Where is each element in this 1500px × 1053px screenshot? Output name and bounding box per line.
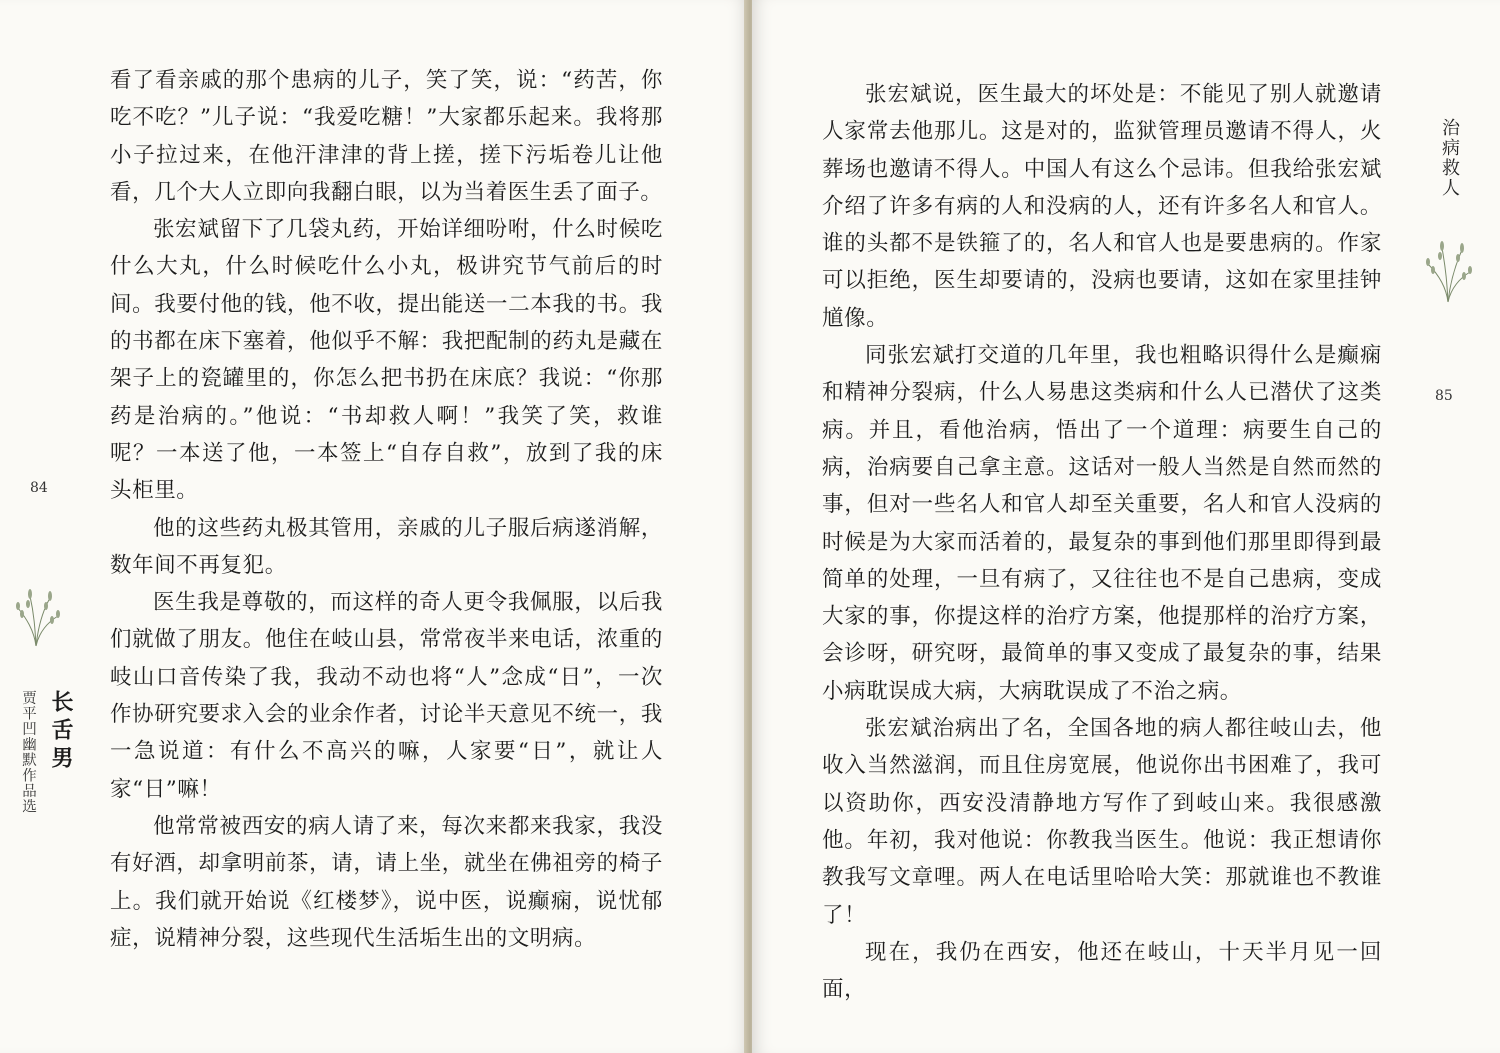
chapter-title: 治病救人: [1439, 118, 1460, 198]
book-title: 长舌男: [48, 690, 74, 774]
left-paragraph-4: 医生我是尊敬的，而这样的奇人更令我佩服，以后我们就做了朋友。他住在岐山县，常常夜半来电话，浓重的岐山口音传染了我，我动不动也将“人”念成“日”，一次作协研究要求入会的业余作者，讨论半天意见不统一，我一急说道：有什么不高兴的嘛，人家要“日”，就让人家“日”嘛！: [110, 590, 663, 802]
right-paragraph-3: 张宏斌治病出了名，全国各地的病人都往岐山去，他收入当然滋润，而且住房宽展，他说你出书困难了，我可以资助你，西安没清静地方写作了到岐山来。我很感激他。年初，我对他说：你教我当医生。他说：我正想请你教我写文章哩。两人在电话里哈哈大笑：那就谁也不教谁了！: [822, 716, 1382, 928]
wheat-sprig-icon: [1420, 232, 1476, 304]
left-page-number: 84: [30, 480, 48, 496]
left-body-text: [110, 62, 663, 957]
left-paragraph-3: 他的这些药丸极其管用，亲戚的儿子服后病遂消解，数年间不再复犯。: [110, 515, 663, 578]
right-paragraph-1: 张宏斌说，医生最大的坏处是：不能见了别人就邀请人家常去他那儿。这是对的，监狱管理员邀请不得人，火葬场也邀请不得人。中国人有这么个忌讳。但我给张宏斌介绍了许多有病的人和没病的人，还有许多名人和官人。谁的头都不是铁箍了的，名人和官人也是要患病的。作家可以拒绝，医生却要请的，没病也要请，这如在家里挂钟馗像。: [822, 82, 1382, 331]
author-series: 贾平凹幽默作品选: [20, 690, 36, 814]
wheat-sprig-icon: [8, 578, 64, 648]
right-body-text: [822, 76, 1382, 1008]
left-paragraph-5: 他常常被西安的病人请了来，每次来都来我家，我没有好酒，却拿明前茶，请，请上坐，就坐在佛祖旁的椅子上。我们就开始说《红楼梦》，说中医，说癫痫，说忧郁症，说精神分裂，这些现代生活垢生出的文明病。: [110, 813, 663, 951]
left-page: [0, 0, 748, 1053]
right-page-number: 85: [1435, 388, 1453, 404]
left-paragraph-1: 看了看亲戚的那个患病的儿子，笑了笑，说：“药苦，你吃不吃？”儿子说：“我爱吃糖！”大家都乐起来。我将那小子拉过来，在他汗津津的背上搓，搓下污垢卷儿让他看，几个大人立即向我翻白眼，以为当着医生丢了面子。: [110, 68, 663, 205]
right-paragraph-2: 同张宏斌打交道的几年里，我也粗略识得什么是癫痫和精神分裂病，什么人易患这类病和什么人已潜伏了这类病。并且，看他治病，悟出了一个道理：病要生自己的病，治病要自己拿主意。这话对一般人当然是自然而然的事，但对一些名人和官人却至关重要，名人和官人没病的时候是为大家而活着的，最复杂的事到他们那里即得到最简单的处理，一旦有病了，又往往也不是自己患病，变成大家的事，你提这样的治疗方案，他提那样的治疗方案，会诊呀，研究呀，最简单的事又变成了最复杂的事，结果小病耽误成大病，大病耽误成了不治之病。: [822, 343, 1382, 704]
right-page: [752, 0, 1500, 1053]
left-paragraph-2: 张宏斌留下了几袋丸药，开始详细吩咐，什么时候吃什么大丸，什么时候吃什么小丸，极讲究节气前后的时间。我要付他的钱，他不收，提出能送一二本我的书。我的书都在床下塞着，他似乎不解：我把配制的药丸是藏在架子上的瓷罐里的，你怎么把书扔在床底？我说：“你那药是治病的。”他说：“书却救人啊！”我笑了笑，救谁呢？一本送了他，一本签上“自存自救”，放到了我的床头柜里。: [110, 217, 663, 504]
right-paragraph-4: 现在，我仍在西安，他还在岐山，十天半月见一回面，: [822, 939, 1382, 1003]
